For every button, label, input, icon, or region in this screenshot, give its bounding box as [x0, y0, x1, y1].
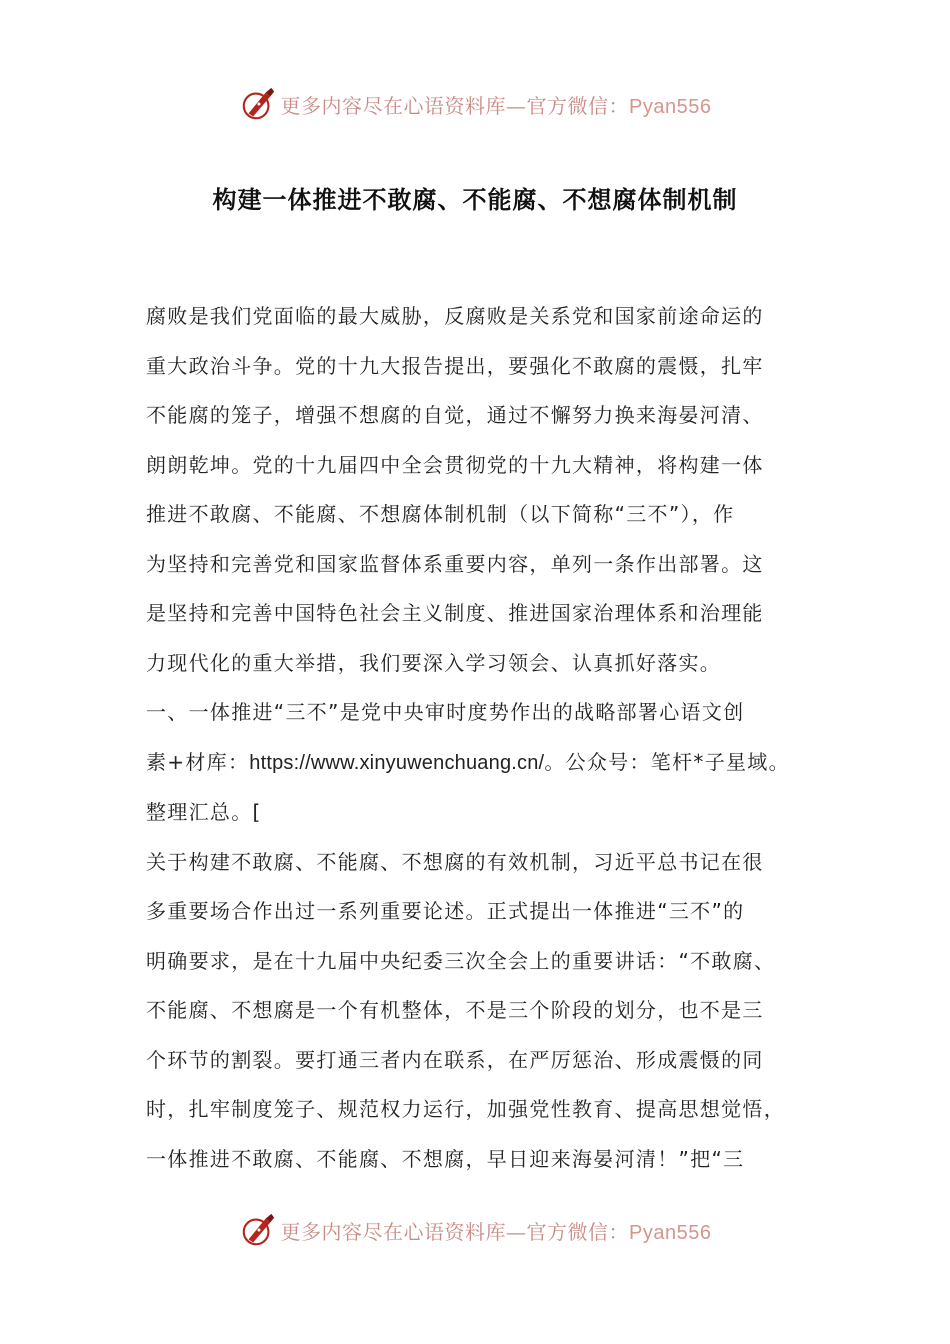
document-body: [146, 292, 826, 1184]
paragraph-body-1: 关于构建不敢腐、不能腐、不想腐的有效机制，习近平总书记在很 多重要场合作出过一系列重要论述。正式提出一体推进“三不”的 明确要求，是在十九届中央纪委三次全会上的重要讲话：“不敢腐、 不能腐、不想腐是一个有机整体，不是三个阶段的划分，也不是三 个环节的割裂。要打通三者内在联系，在严厉惩治、形成震慑的同 时，扎牢制度笼子、规范权力运行，加强党性教育、提高思想觉悟， 一体推进不敢腐、不能腐、不想腐，早日迎来海晏河清！”把“三: [146, 849, 785, 1171]
document-title: 构建一体推进不敢腐、不能腐、不想腐体制机制: [212, 186, 738, 214]
heading-text-suffix: 。公众号：笔杆*子星域。 整理汇总。[: [146, 749, 790, 824]
section-heading-1: [146, 688, 826, 838]
banner-text: [281, 90, 712, 119]
pen-nib-icon: [239, 85, 277, 123]
footer-banner: [0, 1208, 950, 1252]
banner-main-text: 更多内容尽在心语资料库—官方微信：: [280, 93, 630, 118]
banner-text: [281, 1216, 712, 1245]
banner-wechat-id: Pyan556: [629, 1221, 712, 1244]
paragraph-intro: 腐败是我们党面临的最大威胁，反腐败是关系党和国家前途命运的 重大政治斗争。党的十九大报告提出，要强化不敢腐的震慑，扎牢 不能腐的笼子，增强不想腐的自觉，通过不懈努力换来海晏河清、 朗朗乾坤。党的十九届四中全会贯彻党的十九大精神，将构建一体 推进不敢腐、不能腐、不想腐体制机制（以下简称“三不”），作 为坚持和完善党和国家监督体系重要内容，单列一条作出部署。这 是坚持和完善中国特色社会主义制度、推进国家治理体系和治理能 力现代化的重大举措，我们要深入学习领会、认真抓好落实。: [146, 304, 764, 675]
banner-wechat-id: Pyan556: [629, 95, 712, 118]
pen-nib-icon: [239, 1211, 277, 1249]
header-banner: [0, 82, 950, 126]
heading-text: 一、一体推进“三不”是党中央审时度势作出的战略部署心语文创 素+材库：: [146, 700, 745, 774]
banner-main-text: 更多内容尽在心语资料库—官方微信：: [280, 1219, 630, 1244]
website-link[interactable]: https://www.xinyuwenchuang.cn/: [249, 751, 545, 774]
